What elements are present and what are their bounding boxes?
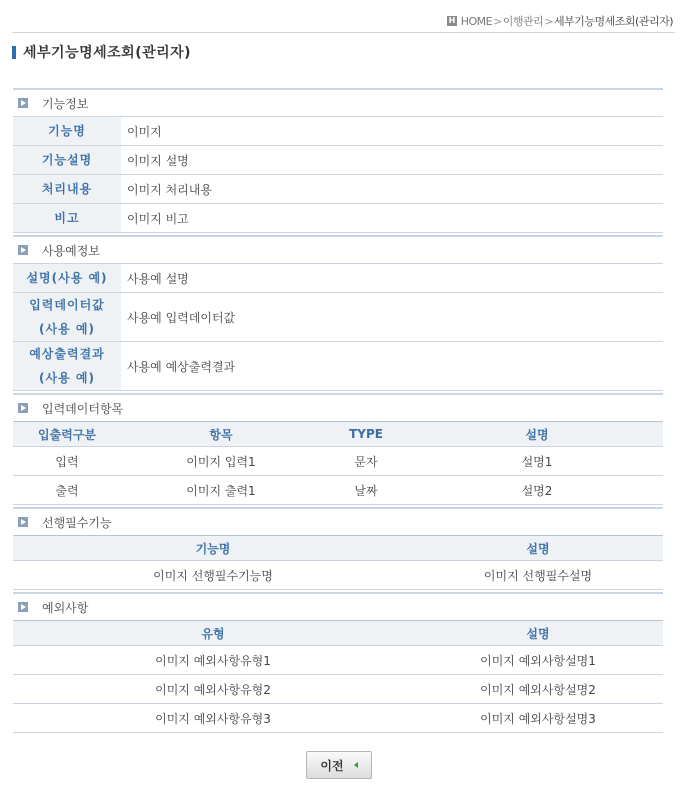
section-header — [13, 507, 663, 535]
row-label: 비고 — [13, 204, 121, 233]
home-icon: H — [448, 16, 455, 25]
row-label-line1: 입력데이터값 — [29, 298, 105, 312]
table-row — [13, 204, 663, 233]
exceptions-table — [13, 620, 663, 733]
section-title: 선행필수기능 — [42, 515, 112, 530]
table-cell: 이미지 예외사항유형2 — [13, 675, 413, 704]
table-row — [13, 447, 663, 476]
row-label: 기능설명 — [13, 146, 121, 175]
breadcrumb-current: 세부기능명세조회(관리자) — [554, 15, 673, 28]
table-row — [13, 175, 663, 204]
breadcrumb-separator-icon: > — [493, 14, 502, 28]
column-header: 설명 — [413, 536, 663, 561]
row-label: 설명(사용 예) — [13, 264, 121, 293]
title-bar-icon — [12, 46, 16, 59]
breadcrumb-home[interactable]: HOME — [460, 14, 493, 28]
prev-button-label: 이전 — [320, 758, 344, 773]
section-bullet-icon — [18, 245, 28, 255]
column-header: 기능명 — [13, 536, 413, 561]
column-header: 설명 — [411, 422, 663, 447]
row-value: 이미지 — [121, 117, 663, 146]
table-cell: 이미지 예외사항설명2 — [413, 675, 663, 704]
row-label-line2: (사용 예) — [39, 371, 95, 385]
section-header — [13, 235, 663, 263]
table-cell: 이미지 입력1 — [121, 447, 321, 476]
breadcrumb-level1[interactable]: 이행관리 — [502, 15, 544, 28]
table-cell: 이미지 예외사항설명3 — [413, 704, 663, 733]
section-header — [13, 393, 663, 421]
table-row — [13, 561, 663, 590]
table-row — [13, 117, 663, 146]
table-cell: 문자 — [321, 447, 411, 476]
row-label: 처리내용 — [13, 175, 121, 204]
table-cell: 출력 — [13, 476, 121, 505]
table-cell: 이미지 선행필수기능명 — [13, 561, 413, 590]
section-bullet-icon — [18, 98, 28, 108]
table-header-row — [13, 422, 663, 447]
table-cell: 이미지 예외사항설명1 — [413, 646, 663, 675]
input-data-section — [13, 393, 663, 505]
table-header-row — [13, 621, 663, 646]
section-title: 사용예정보 — [42, 243, 100, 258]
usage-info-section — [13, 235, 663, 391]
row-label — [13, 293, 121, 342]
section-header — [13, 592, 663, 620]
table-row — [13, 704, 663, 733]
table-cell: 입력 — [13, 447, 121, 476]
table-cell: 설명1 — [411, 447, 663, 476]
table-row — [13, 264, 663, 293]
row-label — [13, 342, 121, 391]
prerequisite-section — [13, 507, 663, 590]
row-value: 이미지 비고 — [121, 204, 663, 233]
prev-button[interactable] — [306, 751, 372, 779]
table-cell: 날짜 — [321, 476, 411, 505]
table-row — [13, 293, 663, 342]
section-title: 예외사항 — [42, 600, 89, 615]
function-info-section — [13, 88, 663, 233]
prerequisite-table — [13, 535, 663, 590]
row-value: 사용예 설명 — [121, 264, 663, 293]
table-row — [13, 146, 663, 175]
column-header: 설명 — [413, 621, 663, 646]
table-row — [13, 476, 663, 505]
row-value: 사용예 예상출력결과 — [121, 342, 663, 391]
row-value: 이미지 처리내용 — [121, 175, 663, 204]
row-label: 기능명 — [13, 117, 121, 146]
exceptions-section — [13, 592, 663, 733]
row-value: 사용예 입력데이터값 — [121, 293, 663, 342]
table-cell: 설명2 — [411, 476, 663, 505]
column-header: 입출력구분 — [13, 422, 121, 447]
table-cell: 이미지 선행필수설명 — [413, 561, 663, 590]
table-cell: 이미지 출력1 — [121, 476, 321, 505]
section-bullet-icon — [18, 602, 28, 612]
column-header: 항목 — [121, 422, 321, 447]
table-header-row — [13, 536, 663, 561]
table-row — [13, 675, 663, 704]
table-cell: 이미지 예외사항유형3 — [13, 704, 413, 733]
table-cell: 이미지 예외사항유형1 — [13, 646, 413, 675]
arrow-left-icon — [354, 762, 358, 768]
section-bullet-icon — [18, 517, 28, 527]
row-label-line2: (사용 예) — [39, 322, 95, 336]
function-info-table — [13, 116, 663, 233]
section-title: 입력데이터항목 — [42, 401, 124, 416]
column-header: 유형 — [13, 621, 413, 646]
column-header: TYPE — [321, 422, 411, 447]
page-title — [12, 42, 191, 62]
row-value: 이미지 설명 — [121, 146, 663, 175]
header-divider — [12, 32, 675, 33]
usage-info-table — [13, 263, 663, 391]
page-title-text: 세부기능명세조회(관리자) — [23, 45, 192, 61]
row-label-line1: 예상출력결과 — [29, 347, 105, 361]
table-row — [13, 646, 663, 675]
input-data-table — [13, 421, 663, 505]
section-header — [13, 88, 663, 116]
table-row — [13, 342, 663, 391]
breadcrumb-separator-icon: > — [544, 14, 554, 28]
breadcrumb — [447, 13, 673, 29]
section-title: 기능정보 — [42, 96, 89, 111]
section-bullet-icon — [18, 403, 28, 413]
